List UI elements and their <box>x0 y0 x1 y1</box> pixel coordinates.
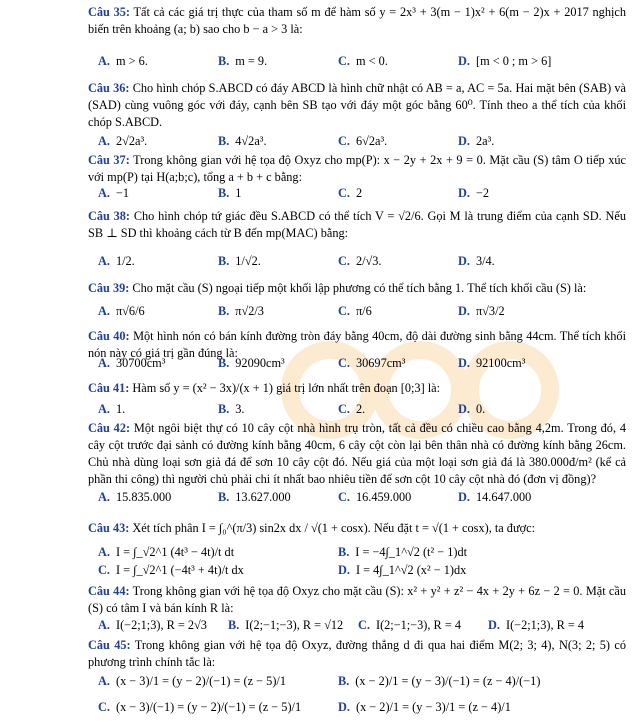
question-stem: Trong không gian với hệ tọa độ Oxyz cho mặt cầu (S): x² + y² + z² − 4x + 2y + 6z − 2 = 0. Mặt cầu (S) có tâm I và bán kính R là: <box>88 584 626 615</box>
question-label: Câu 36: <box>88 81 130 95</box>
option-c[interactable]: C. I(2;−1;−3), R = 4 <box>358 618 461 632</box>
question-label: Câu 40: <box>88 329 130 343</box>
option-c[interactable]: C. 2 <box>338 186 363 200</box>
option-d[interactable]: D. 0. <box>458 402 486 416</box>
option-b[interactable]: B. I(2;−1;−3), R = √12 <box>228 618 344 632</box>
question-stem: Một hình nón có bán kính đường tròn đáy bằng 40cm, độ dài đường sinh bằng 44cm. Thể tích khối nón này có giá trị gần đúng là: <box>88 329 626 360</box>
option-c[interactable]: C. I = ∫_√2^1 (−4t³ + 4t)/t dx <box>98 563 244 577</box>
option-d[interactable]: D. −2 <box>458 186 490 200</box>
question-stem: Cho mặt cầu (S) ngoại tiếp một khối lập phương có thể tích bằng 1. Thể tích khối cầu (S) là: <box>132 281 587 295</box>
option-b[interactable]: B. (x − 2)/1 = (y − 3)/(−1) = (z − 4)/(−1) <box>338 674 541 688</box>
option-a[interactable]: A. 1/2. <box>98 254 135 268</box>
question-stem: Trong không gian với hệ tọa độ Oxyz, đường thẳng d đi qua hai điểm M(2; 3; 4), N(3; 2; 5) có phương trình chính tắc là: <box>88 638 626 669</box>
option-a[interactable]: A. m > 6. <box>98 54 148 68</box>
option-d[interactable]: D. 2a³. <box>458 134 495 148</box>
option-a[interactable]: A. 15.835.000 <box>98 490 172 504</box>
option-c[interactable]: C. (x − 3)/(−1) = (y − 2)/(−1) = (z − 5)/1 <box>98 700 302 714</box>
options-38 <box>88 254 626 272</box>
option-c[interactable]: C. 16.459.000 <box>338 490 412 504</box>
question-label: Câu 37: <box>88 153 130 167</box>
option-a[interactable]: A. 2√2a³. <box>98 134 148 148</box>
option-a[interactable]: A. π√6/6 <box>98 304 145 318</box>
question-44 <box>88 583 626 617</box>
question-label: Câu 38: <box>88 209 131 223</box>
question-label: Câu 35: <box>88 5 131 19</box>
question-stem: Một ngôi biệt thự có 10 cây cột nhà hình trụ tròn, tất cả đều có chiều cao bằng 4,2m. Trong đó, 4 cây cột trước đại sảnh có đường kính bằng 40cm, 6 cây cột còn lại bên thân nhà có đường kính bằng 26cm. Chủ nhà dùng loại sơn giả đá để sơn 10 cây cột đó. Nếu giá của một loại sơn giả đá là 380.000đ/m² (kể cả phần thi công) thì người chủ phải chi ít nhất bao nhiêu tiền để sơn cột 10 cây cột nhà đó (đơn vị đồng)? <box>88 421 626 486</box>
question-label: Câu 44: <box>88 584 130 598</box>
options-36 <box>88 134 626 152</box>
option-c[interactable]: C. m < 0. <box>338 54 388 68</box>
option-d[interactable]: D. I = 4∫_1^√2 (x² − 1)dx <box>338 563 467 577</box>
option-d[interactable]: D. (x − 2)/1 = (y − 3)/1 = (z − 4)/1 <box>338 700 511 714</box>
options-45b <box>88 700 626 718</box>
options-41 <box>88 402 626 420</box>
options-43b <box>88 563 626 581</box>
question-stem: Cho hình chóp tứ giác đều S.ABCD có thể tích V = √2/6. Gọi M là trung điểm của cạnh SD. Nếu SB ⊥ SD thì khoảng cách từ B đến mp(MAC) bằng: <box>88 209 626 240</box>
option-b[interactable]: B. 13.627.000 <box>218 490 291 504</box>
question-label: Câu 39: <box>88 281 130 295</box>
options-35 <box>88 54 626 72</box>
question-label: Câu 41: <box>88 381 130 395</box>
options-40 <box>88 356 626 374</box>
option-d[interactable]: D. π√3/2 <box>458 304 505 318</box>
option-a[interactable]: A. I(−2;1;3), R = 2√3 <box>98 618 207 632</box>
option-a[interactable]: A. I = ∫_√2^1 (4t³ − 4t)/t dt <box>98 545 235 559</box>
question-36 <box>88 80 626 131</box>
question-39 <box>88 280 626 297</box>
option-b[interactable]: B. I = −4∫_1^√2 (t² − 1)dt <box>338 545 468 559</box>
option-b[interactable]: B. 3. <box>218 402 245 416</box>
question-label: Câu 42: <box>88 421 131 435</box>
options-42 <box>88 490 626 508</box>
option-d[interactable]: D. 14.647.000 <box>458 490 532 504</box>
options-37 <box>88 186 626 204</box>
question-45 <box>88 637 626 671</box>
question-stem: Hàm số y = (x² − 3x)/(x + 1) giá trị lớn nhất trên đoạn [0;3] là: <box>132 381 441 395</box>
option-c[interactable]: C. 30697cm³ <box>338 356 406 370</box>
option-d[interactable]: D. 92100cm³ <box>458 356 526 370</box>
option-a[interactable]: A. 30700cm³ <box>98 356 166 370</box>
question-stem: Tất cả các giá trị thực của tham số m để hàm số y = 2x³ + 3(m − 1)x² + 6(m − 2)x + 2017 nghịch biến trên khoảng (a; b) sao cho b − a > 3 là: <box>88 5 626 36</box>
option-b[interactable]: B. 1/√2. <box>218 254 261 268</box>
option-b[interactable]: B. π√2/3 <box>218 304 264 318</box>
question-label: Câu 45: <box>88 638 131 652</box>
question-label: Câu 43: <box>88 521 130 535</box>
question-stem: Xét tích phân I = ∫₀^(π/3) sin2x dx / √(1 + cosx). Nếu đặt t = √(1 + cosx), ta được: <box>132 521 535 535</box>
options-45a <box>88 674 626 692</box>
option-a[interactable]: A. (x − 3)/1 = (y − 2)/(−1) = (z − 5)/1 <box>98 674 286 688</box>
question-42 <box>88 420 626 488</box>
options-39 <box>88 304 626 322</box>
option-a[interactable]: A. 1. <box>98 402 126 416</box>
option-c[interactable]: C. 6√2a³. <box>338 134 388 148</box>
question-41 <box>88 380 626 397</box>
question-stem: Trong không gian với hệ tọa độ Oxyz cho mp(P): x − 2y + 2x + 9 = 0. Mặt cầu (S) tâm O tiếp xúc với mp(P) tại H(a;b;c), tổng a + b + c bằng: <box>88 153 627 184</box>
option-d[interactable]: D. 3/4. <box>458 254 495 268</box>
option-b[interactable]: B. 1 <box>218 186 242 200</box>
options-44 <box>88 618 626 636</box>
question-43 <box>88 520 626 537</box>
option-d[interactable]: D. [m < 0 ; m > 6] <box>458 54 552 68</box>
option-b[interactable]: B. 92090cm³ <box>218 356 285 370</box>
option-b[interactable]: B. 4√2a³. <box>218 134 267 148</box>
option-a[interactable]: A. −1 <box>98 186 130 200</box>
question-37 <box>88 152 626 186</box>
option-c[interactable]: C. 2. <box>338 402 366 416</box>
question-38 <box>88 208 626 242</box>
options-43a <box>88 545 626 563</box>
question-35 <box>88 4 626 38</box>
option-b[interactable]: B. m = 9. <box>218 54 268 68</box>
question-stem: Cho hình chóp S.ABCD có đáy ABCD là hình chữ nhật có AB = a, AC = 5a. Hai mặt bên (SAB) và (SAD) cùng vuông góc với đáy, cạnh bên SB tạo với đáy một góc bằng 60⁰. Tính theo a thể tích của khối chóp S.ABCD. <box>88 81 626 129</box>
option-c[interactable]: C. π/6 <box>338 304 372 318</box>
option-c[interactable]: C. 2/√3. <box>338 254 382 268</box>
option-d[interactable]: D. I(−2;1;3), R = 4 <box>488 618 585 632</box>
